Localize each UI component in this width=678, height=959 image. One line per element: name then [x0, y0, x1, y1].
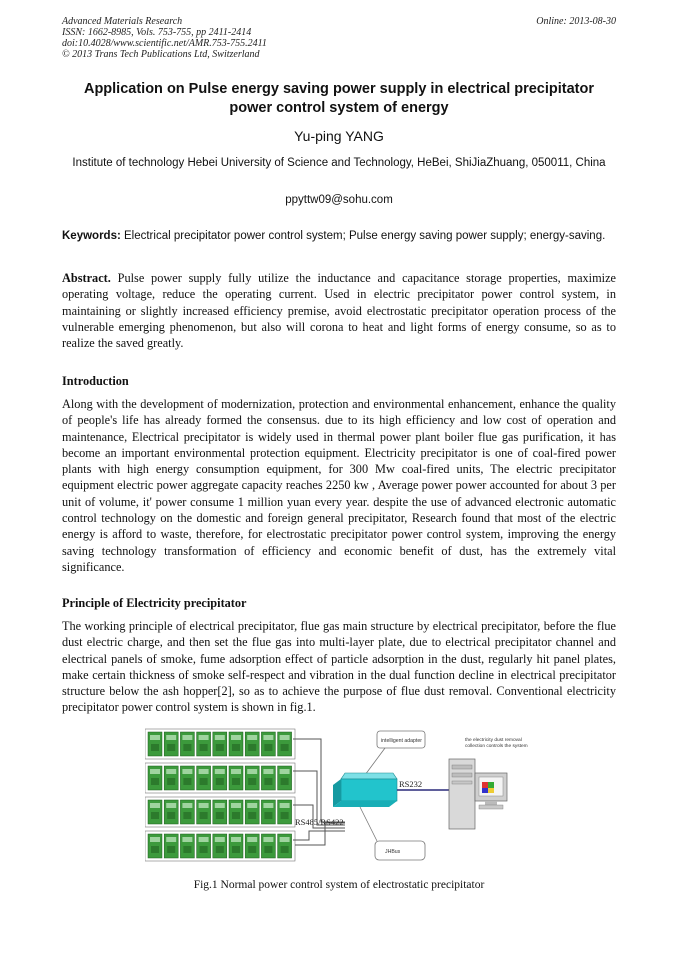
system-diagram — [145, 727, 535, 877]
control-hub-box — [333, 773, 397, 807]
module-control-panel — [216, 744, 224, 751]
figure-caption: Fig.1 Normal power control system of electrostatic precipitator — [193, 879, 485, 891]
journal-header — [62, 16, 267, 60]
module-display-panel — [182, 803, 192, 808]
module-control-panel — [264, 846, 272, 853]
module-control-panel — [216, 812, 224, 819]
computer-note-line2: collection controls the system — [465, 744, 528, 749]
journal-name: Advanced Materials Research — [62, 16, 183, 27]
module-display-panel — [150, 837, 160, 842]
rs485-label: RS485/RS422 — [295, 817, 344, 827]
journal-copyright: © 2013 Trans Tech Publications Ltd, Switzerland — [62, 49, 260, 60]
module-control-panel — [200, 812, 208, 819]
module-control-panel — [281, 846, 289, 853]
module-display-panel — [263, 735, 273, 740]
module-display-panel — [215, 735, 225, 740]
module-control-panel — [248, 744, 256, 751]
module-control-panel — [167, 744, 175, 751]
module-control-panel — [183, 812, 191, 819]
abstract-label: Abstract. — [62, 271, 111, 285]
computer-note — [465, 737, 528, 749]
module-control-panel — [232, 846, 240, 853]
module-display-panel — [280, 769, 290, 774]
module-display-panel — [199, 769, 209, 774]
module-display-panel — [247, 803, 257, 808]
jhbus-callout — [360, 807, 425, 860]
module-control-panel — [151, 812, 159, 819]
module-control-panel — [248, 812, 256, 819]
module-display-panel — [231, 803, 241, 808]
module-display-panel — [263, 769, 273, 774]
intelligent-adapter-callout — [365, 731, 425, 775]
module-display-panel — [150, 735, 160, 740]
module-control-panel — [264, 744, 272, 751]
module-control-panel — [216, 778, 224, 785]
computer-note-line1: the electricity dust removal — [465, 738, 522, 743]
module-display-panel — [150, 769, 160, 774]
paper-title: Application on Pulse energy saving power supply in electrical precipitator power control system of energy — [83, 81, 595, 116]
module-control-panel — [183, 778, 191, 785]
module-control-panel — [232, 812, 240, 819]
module-display-panel — [199, 837, 209, 842]
module-control-panel — [248, 846, 256, 853]
module-control-panel — [183, 846, 191, 853]
introduction-paragraph: Along with the development of modernization, protection and environmental enhancement, enhance the quality of people's life has already formed the consensus. due to its high efficiency and low cost of operation and maintenance, Electrical precipitator is widely used in thermal power plant boiler flue gas purification, it has become an important environmental protection equipment. Electricity precipitator is one of coal-fired power plants with high energy consumption equipment, for 300 Mw coal-fired units, The electric precipitator equipment electric power aggregate capacity reaches 2250 kw , Average power power accounted for about 3 per unit of volume, it' power consume 1 million yuan every year. despite the use of advanced electronic automatic control technology on the domestic and foreign general precipitator, Research found that most of the electric energy is afford to waste, therefore, for electrostatic precipitator power control system, improving the energy saving technology transformation of efficiency and economic benefit of dust, has the extremely vital significance. — [62, 397, 616, 574]
module-display-panel — [199, 803, 209, 808]
module-display-panel — [215, 803, 225, 808]
module-control-panel — [167, 812, 175, 819]
module-display-panel — [182, 769, 192, 774]
module-display-panel — [166, 837, 176, 842]
module-control-panel — [151, 744, 159, 751]
abstract-block — [62, 270, 616, 351]
module-display-panel — [215, 769, 225, 774]
module-display-panel — [247, 769, 257, 774]
module-display-panel — [280, 735, 290, 740]
computer-icon — [449, 759, 507, 829]
journal-doi: doi:10.4028/www.scientific.net/AMR.753-755.2411 — [62, 38, 267, 49]
module-display-panel — [215, 837, 225, 842]
section-heading-introduction: Introduction — [62, 374, 129, 388]
module-control-panel — [200, 744, 208, 751]
module-display-panel — [231, 837, 241, 842]
jhbus-label: JHBus — [385, 849, 401, 855]
abstract-text: Pulse power supply fully utilize the inductance and capacitance storage properties, maximize operating voltage, reduce the operating current. Used in electric precipitator power control system, in maintaining or slightly increased efficiency premise, avoid electrostatic precipitator operation process of the vulnerable emerging phenomenon, but also will corona to heat and light forms of energy consume, so as to realize the saved greatly. — [62, 271, 616, 351]
module-control-panel — [281, 778, 289, 785]
module-control-panel — [200, 846, 208, 853]
module-display-panel — [231, 769, 241, 774]
principle-paragraph: The working principle of electrical precipitator, flue gas main structure by electrical precipitator, before the flue dust electric charge, and then set the flue gas into multi-layer plate, due to electrical precipitator channel and electrical panels of smoke, fume adsorption effect of particle adsorption in the dust, regularly hit panel plates, make certain thickness of smoke self-respect and vibration in the dual function decline in electrical precipitator structure below the ash hopper[2], so as to achieve the purpose of flue dust removal. Conventional electricity precipitator power control system is shown in fig.1. — [62, 619, 616, 715]
keywords-block — [62, 228, 616, 244]
module-display-panel — [199, 735, 209, 740]
module-control-panel — [216, 846, 224, 853]
module-display-panel — [280, 837, 290, 842]
module-display-panel — [280, 803, 290, 808]
module-control-panel — [232, 778, 240, 785]
module-display-panel — [150, 803, 160, 808]
rs232-label: RS232 — [399, 779, 423, 789]
intelligent-adapter-label: intelligent adapter — [381, 738, 422, 744]
author-affiliation: Institute of technology Hebei University of Science and Technology, HeBei, ShiJiaZhuang, 050011, China — [72, 157, 606, 169]
module-control-panel — [264, 778, 272, 785]
author-name: Yu-ping YANG — [294, 128, 384, 144]
keywords-label: Keywords: — [62, 230, 121, 242]
journal-issn: ISSN: 1662-8985, Vols. 753-755, pp 2411-2414 — [62, 27, 252, 38]
module-control-panel — [264, 812, 272, 819]
section-heading-principle: Principle of Electricity precipitator — [62, 596, 247, 610]
module-control-panel — [232, 744, 240, 751]
module-display-panel — [263, 837, 273, 842]
module-control-panel — [200, 778, 208, 785]
module-display-panel — [166, 803, 176, 808]
author-email[interactable]: ppyttw09@sohu.com — [285, 194, 393, 206]
module-control-panel — [151, 778, 159, 785]
online-date: Online: 2013-08-30 — [536, 16, 616, 27]
module-control-panel — [183, 744, 191, 751]
module-control-panel — [167, 846, 175, 853]
module-control-panel — [167, 778, 175, 785]
module-display-panel — [247, 837, 257, 842]
figure-1 — [145, 727, 535, 877]
module-control-panel — [281, 812, 289, 819]
module-display-panel — [182, 735, 192, 740]
module-display-panel — [166, 735, 176, 740]
module-display-panel — [231, 735, 241, 740]
module-display-panel — [182, 837, 192, 842]
module-display-panel — [166, 769, 176, 774]
module-display-panel — [247, 735, 257, 740]
module-display-panel — [263, 803, 273, 808]
module-control-panel — [281, 744, 289, 751]
module-control-panel — [248, 778, 256, 785]
precipitator-module-rows — [145, 729, 295, 861]
keywords-text: Electrical precipitator power control system; Pulse energy saving power supply; energy-saving. — [120, 230, 606, 242]
module-control-panel — [151, 846, 159, 853]
